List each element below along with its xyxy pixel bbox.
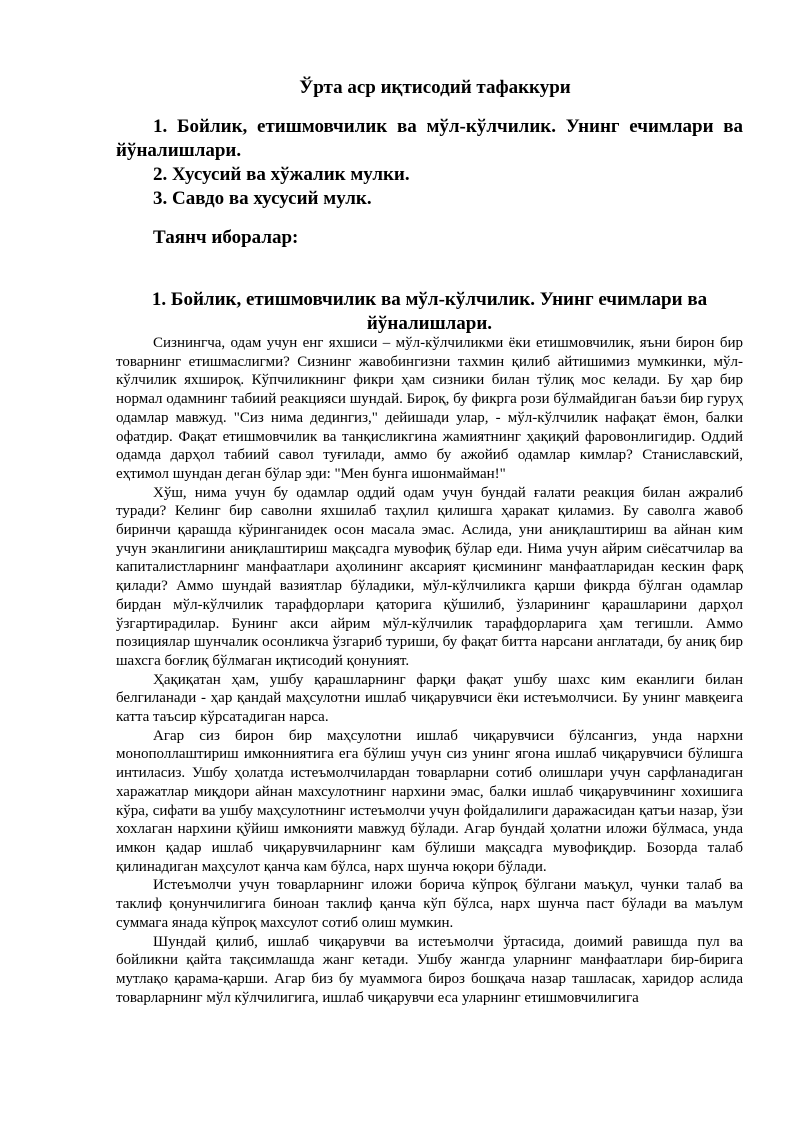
paragraph: Сизнингча, одам учун енг яхшиси – мўл-кўлчиликми ёки етишмовчилик, яъни бирон бир товарнинг етишмаслигми? Сизнинг жавобингизни тахмин қилиб айтишимиз мумкинки, мўл-кўлчилик яхшироқ. Кўпчиликнинг фикри ҳам сизники билан тўлиқ мос келади. Бу ҳар бир нормал одамнинг табиий реакцияси шундай. Бироқ, бу фикрга рози бўлмайдиган баъзи бир гуруҳ одамлар мавжуд. "Сиз нима дедингиз," дейишади улар, - мўл-кўлчилик нафақат ёмон, балки офатдир. Фақат етишмовчилик ва танқисликгина жамиятнинг ҳақиқий фаровонлигидир. Оддий одамда дарҳол табиий савол туғилади, аммо бу ажойиб одамлар кимлар? Станиславский, еҳтимол шундан деган бўлар эди: "Мен бунга ишонмайман!" (116, 335, 743, 482)
table-of-contents (116, 115, 743, 211)
paragraph: Истеъмолчи учун товарларнинг иложи борича кўпроқ бўлгани маъқул, чунки талаб ва таклиф қонунчилигига биноан таклиф қанча кўп бўлса, нарх шунча паст бўлади ва маълум суммага янада кўпроқ махсулот сотиб олиш мумкин. (116, 877, 743, 931)
document-title: Ўрта аср иқтисодий тафаккури (299, 77, 571, 98)
paragraph: Шундай қилиб, ишлаб чиқарувчи ва истеъмолчи ўртасида, доимий равишда пул ва бойликни қайта тақсимлашда жанг кетади. Ушбу жангда уларнинг манфаатлари бир-бирига мутлақо қарама-қарши. Агар биз бу муаммога бироз бошқача назар ташласак, харидор аслида товарларнинг мўл кўлчилигига, ишлаб чиқарувчи еса уларнинг етишмовчилигига (116, 933, 743, 1006)
body-text (116, 334, 743, 1007)
toc-item-3: 3. Савдо ва хусусий мулк. (153, 188, 372, 209)
paragraph: Хўш, нима учун бу одамлар оддий одам учун бундай ғалати реакция билан ажралиб туради? Келинг бир саволни яхшилаб таҳлил қилишга ҳаракат қиламиз. Бу саволга жавоб биринчи қарашда кўринганидек осон масала эмас. Аслида, уни аниқлаштириш ва айнан ким учун эканлигини аниқлаштириш мақсадга мувофиқ бўлар еди. Нима учун айрим сиёсатчилар ва капиталистларнинг манфаатлари аҳолининг аксарият қисмининг манфаатларидан кескин фарқ қилади? Аммо шундай вазиятлар бўладики, мўл-кўлчиликга қарши фикрда бўлган одамлар бирдан мўл-кўлчилик тарафдорлари қаторига қўшилиб, ўзларининг қарашларини дарҳол ўзгартирадилар. Бунинг акси айрим мўл-кўлчилик тарафдорларига ҳам тегишли. Аммо позициялар шунчалик осонликча ўзгариб туриши, бу фақат битта нарсани англатади, бу аниқ бир шахсга боғлиқ бўлмаган иқтисодий қонуният. (116, 484, 743, 669)
paragraph: Агар сиз бирон бир маҳсулотни ишлаб чиқарувчиси бўлсангиз, унда нархни монополлаштириш имконниятига ега бўлиш учун сиз унинг ягона ишлаб чиқарувчиси бўлишга интиласиз. Ушбу ҳолатда истеъмолчилардан товарларни сотиб олишлари учун сарфланадиган харажатлар миқдори айнан махсулотнинг нархини эмас, балки ишлаб чиқарувчининг хохишига кўра, сифати ва ушбу маҳсулотнинг истеъмолчи учун фойдалилиги даражасидан қатъи назар, ўзи хохлаган нархини қўйиш имконияти мавжуд бўлади. Агар бундай ҳолатни иложи бўлмаса, унда имкон қадар ишлаб чиқарувчиларнинг кам бўлиши мақсадга мувофиқдир. Бозорда талаб қилинадиган маҳсулот қанча кам бўлса, нарх шунча юқори бўлади. (116, 727, 743, 875)
section-heading: 1. Бойлик, етишмовчилик ва мўл-кўлчилик. Унинг ечимлари ва йўналишлари. (151, 289, 708, 334)
keywords-label: Таянч иборалар: (153, 227, 299, 248)
toc-item-2: 2. Хусусий ва хўжалик мулки. (153, 164, 410, 185)
paragraph: Ҳақиқатан ҳам, ушбу қарашларнинг фарқи фақат ушбу шахс ким еканлиги билан белгиланади - ҳар қандай маҳсулотни ишлаб чиқарувчиси ёки истеъмолчиси. Бу унинг мавқеига катта таъсир кўрсатадиган нарса. (116, 671, 743, 726)
toc-item-1: 1. Бойлик, етишмовчилик ва мўл-кўлчилик. Унинг ечимлари ва йўналишлари. (116, 116, 743, 161)
